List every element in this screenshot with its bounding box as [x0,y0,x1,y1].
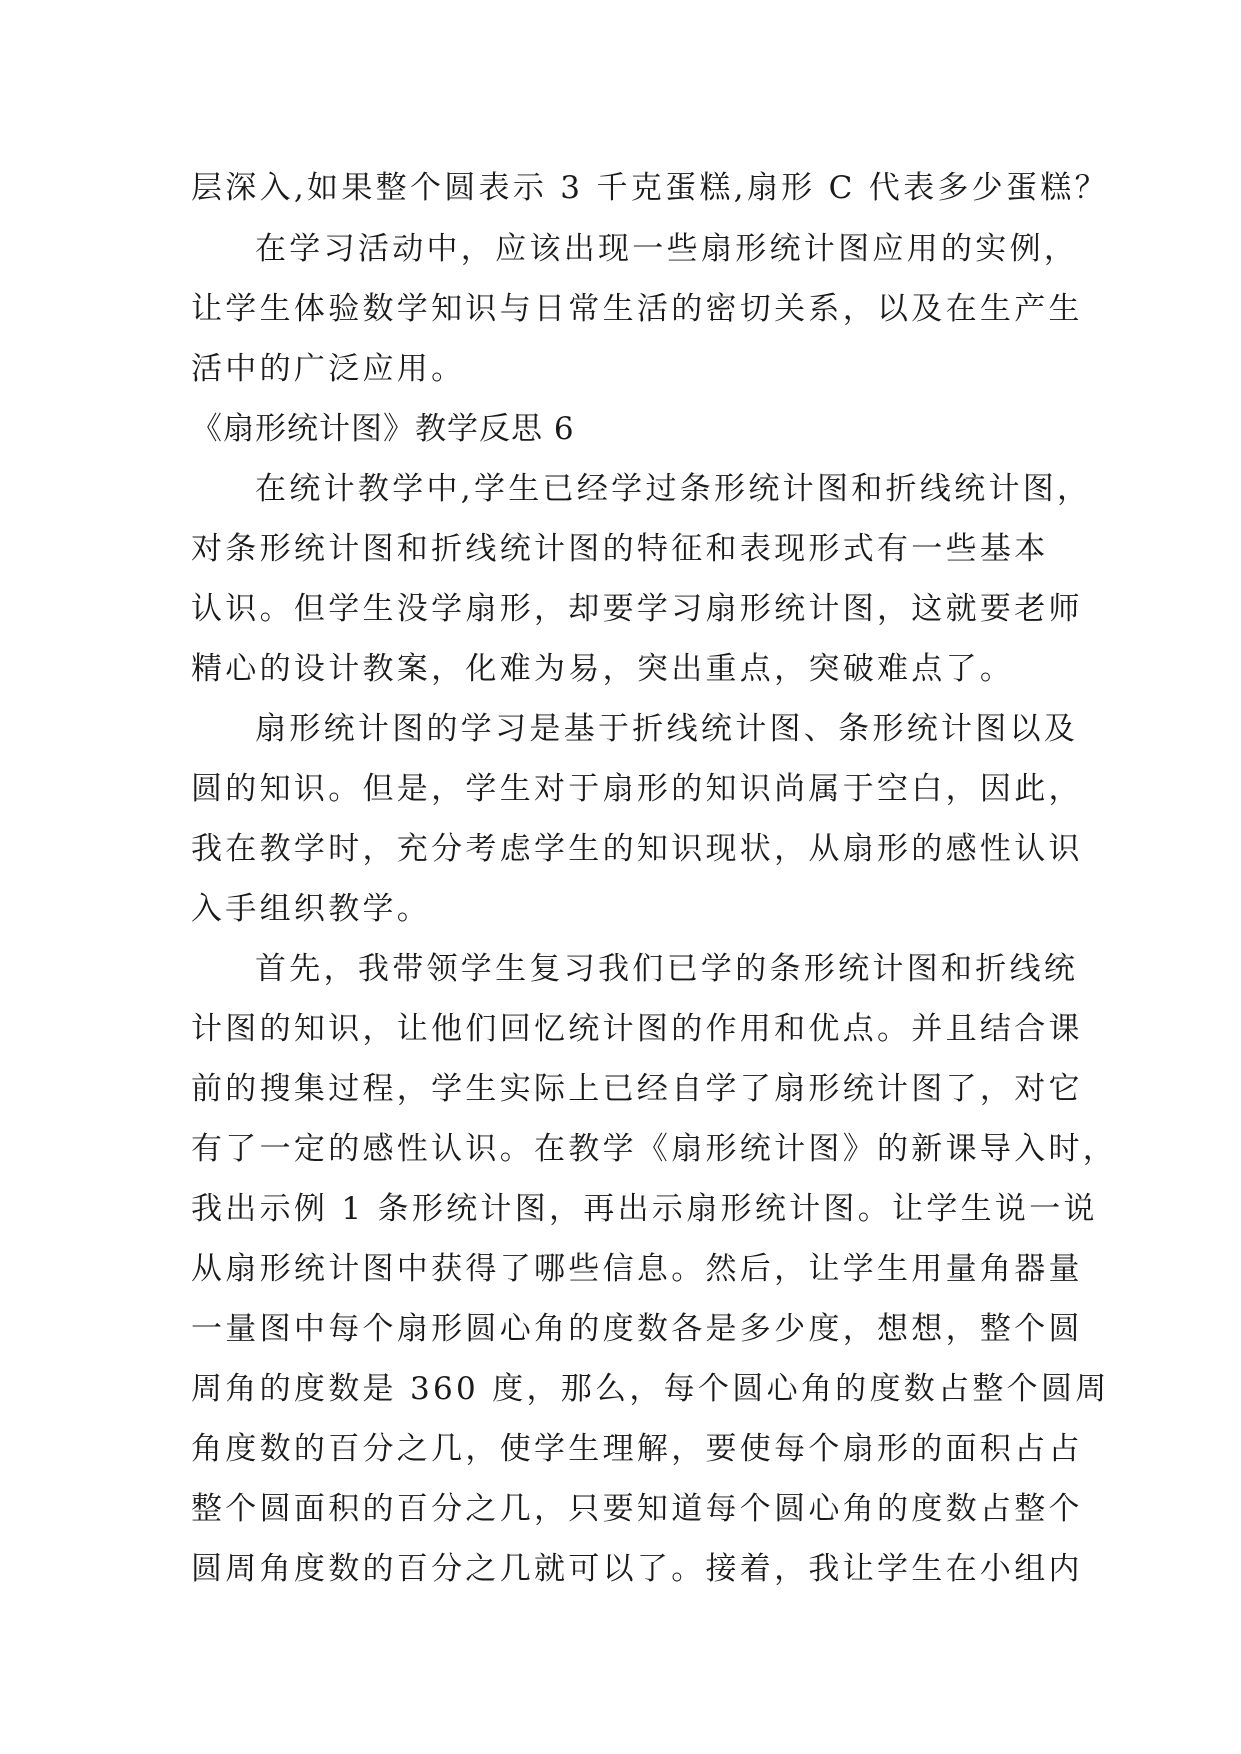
text-line: 一量图中每个扇形圆心角的度数各是多少度，想想，整个圆 [191,1311,1083,1347]
text-line: 前的搜集过程，学生实际上已经自学了扇形统计图了，对它 [191,1071,1083,1107]
section-title: 《扇形统计图》教学反思 6 [191,411,575,447]
paragraph-start-line: 扇形统计图的学习是基于折线统计图、条形统计图以及 [255,711,1079,747]
paragraph-start-line: 在统计教学中,学生已经学过条形统计图和折线统计图， [255,471,1092,507]
text-line: 圆周角度数的百分之几就可以了。接着，我让学生在小组内 [191,1551,1083,1587]
text-line: 从扇形统计图中获得了哪些信息。然后，让学生用量角器量 [191,1251,1083,1287]
paragraph-start-line: 在学习活动中，应该出现一些扇形统计图应用的实例， [255,231,1079,267]
text-line: 计图的知识，让他们回忆统计图的作用和优点。并且结合课 [191,1011,1083,1047]
paragraph-start-line: 首先，我带领学生复习我们已学的条形统计图和折线统 [255,951,1079,987]
text-line: 让学生体验数学知识与日常生活的密切关系，以及在生产生 [191,291,1083,327]
text-line: 认识。但学生没学扇形，却要学习扇形统计图，这就要老师 [191,591,1083,627]
text-line: 我在教学时，充分考虑学生的知识现状，从扇形的感性认识 [191,831,1083,867]
text-line: 角度数的百分之几，使学生理解，要使每个扇形的面积占占 [191,1431,1083,1467]
text-line: 入手组织教学。 [191,891,432,927]
text-line: 有了一定的感性认识。在教学《扇形统计图》的新课导入时， [191,1131,1118,1167]
text-line: 我出示例 1 条形统计图，再出示扇形统计图。让学生说一说 [191,1191,1098,1227]
text-line: 整个圆面积的百分之几，只要知道每个圆心角的度数占整个 [191,1491,1083,1527]
text-line: 活中的广泛应用。 [191,351,466,387]
text-line: 圆的知识。但是，学生对于扇形的知识尚属于空白，因此， [191,771,1083,807]
text-line: 周角的度数是 360 度，那么，每个圆心角的度数占整个圆周 [191,1371,1110,1407]
text-line: 对条形统计图和折线统计图的特征和表现形式有一些基本 [191,531,1049,567]
text-line: 层深入,如果整个圆表示 3 千克蛋糕,扇形 C 代表多少蛋糕？ [191,170,1109,206]
text-line: 精心的设计教案，化难为易，突出重点，突破难点了。 [191,651,1015,687]
